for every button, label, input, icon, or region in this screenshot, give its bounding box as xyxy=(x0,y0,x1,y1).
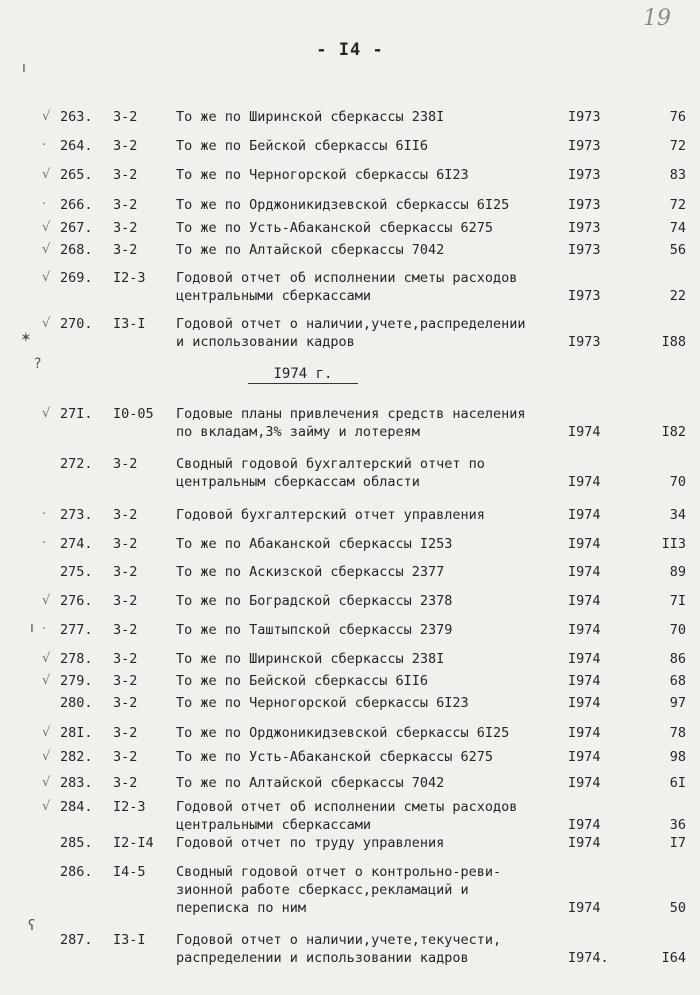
item-sheet-count: 72 xyxy=(669,197,686,213)
item-number: 263. xyxy=(60,109,93,125)
item-year: I974 xyxy=(568,835,601,851)
item-sheet-count: 98 xyxy=(669,749,686,765)
item-number: 264. xyxy=(60,138,93,154)
item-code: 3-2 xyxy=(113,749,138,765)
item-year: I973 xyxy=(568,167,601,183)
check-mark-icon: · xyxy=(42,507,47,522)
item-sheet-count: 6I xyxy=(669,775,686,791)
check-mark-icon: √ xyxy=(42,799,51,814)
item-title: Сводный годовой бухгалтерский отчет по центральным сберкассам области xyxy=(176,456,485,490)
item-title: Годовой отчет об исполнении сметы расходов центральными сберкассами xyxy=(176,270,518,304)
item-title: То же по Боградской сберкассы 2378 xyxy=(176,593,453,609)
item-title: Годовые планы привлечения средств населения по вкладам,3% займу и лотереям xyxy=(176,406,526,440)
item-sheet-count: 56 xyxy=(669,242,686,258)
check-mark-icon: √ xyxy=(42,242,51,257)
item-title: То же по Ширинской сберкассы 238I xyxy=(176,651,445,667)
check-mark-icon: √ xyxy=(42,220,51,235)
margin-mark: ? xyxy=(34,356,42,372)
item-title: То же по Алтайской сберкассы 7042 xyxy=(176,242,445,258)
item-year: I973 xyxy=(568,242,601,258)
item-sheet-count: 97 xyxy=(669,695,686,711)
item-title: То же по Орджоникидзевской сберкассы 6I25 xyxy=(176,725,510,741)
margin-mark: ✶ xyxy=(20,330,32,346)
check-mark-icon: √ xyxy=(42,109,51,124)
item-title: То же по Черногорской сберкассы 6I23 xyxy=(176,167,469,183)
item-title: Годовой отчет о наличии,учете,текучести, распределении и использовании кадров xyxy=(176,932,502,966)
margin-mark: ı xyxy=(30,620,34,636)
item-title: То же по Бейской сберкассы 6II6 xyxy=(176,673,428,689)
item-title: То же по Орджоникидзевской сберкассы 6I25 xyxy=(176,197,510,213)
item-title: То же по Ширинской сберкассы 238I xyxy=(176,109,445,125)
item-code: 3-2 xyxy=(113,536,138,552)
check-mark-icon: · xyxy=(42,536,47,551)
item-sheet-count: 50 xyxy=(669,900,686,916)
item-sheet-count: 86 xyxy=(669,651,686,667)
item-code: 3-2 xyxy=(113,167,138,183)
item-code: I3-I xyxy=(113,316,146,332)
item-sheet-count: 36 xyxy=(669,817,686,833)
item-year: I974 xyxy=(568,593,601,609)
item-code: 3-2 xyxy=(113,197,138,213)
item-year: I973 xyxy=(568,288,601,304)
item-sheet-count: I7 xyxy=(669,835,686,851)
item-title: То же по Черногорской сберкассы 6I23 xyxy=(176,695,469,711)
item-title: Годовой бухгалтерский отчет управления xyxy=(176,507,485,523)
item-year: I974 xyxy=(568,695,601,711)
item-code: I4-5 xyxy=(113,864,146,880)
item-code: 3-2 xyxy=(113,507,138,523)
item-year: I974 xyxy=(568,651,601,667)
item-number: 265. xyxy=(60,167,93,183)
item-title: Годовой отчет об исполнении сметы расходов центральными сберкассами xyxy=(176,799,518,833)
item-title: Годовой отчет по труду управления xyxy=(176,835,445,851)
item-number: 276. xyxy=(60,593,93,609)
item-number: 279. xyxy=(60,673,93,689)
check-mark-icon: √ xyxy=(42,593,51,608)
item-year: I973 xyxy=(568,334,601,350)
item-code: I0-05 xyxy=(113,406,154,422)
item-number: 285. xyxy=(60,835,93,851)
item-sheet-count: I88 xyxy=(661,334,686,350)
item-sheet-count: 70 xyxy=(669,474,686,490)
item-sheet-count: 89 xyxy=(669,564,686,580)
check-mark-icon: √ xyxy=(42,651,51,666)
item-code: 3-2 xyxy=(113,651,138,667)
item-year: I974 xyxy=(568,564,601,580)
item-title: То же по Бейской сберкассы 6II6 xyxy=(176,138,428,154)
item-sheet-count: 7I xyxy=(669,593,686,609)
item-year: I974 xyxy=(568,900,601,916)
item-code: 3-2 xyxy=(113,593,138,609)
item-year: I974 xyxy=(568,507,601,523)
item-number: 28I. xyxy=(60,725,93,741)
item-number: 282. xyxy=(60,749,93,765)
check-mark-icon: √ xyxy=(42,167,51,182)
item-number: 284. xyxy=(60,799,93,815)
item-code: 3-2 xyxy=(113,242,138,258)
item-title: Годовой отчет о наличии,учете,распределении и использовании кадров xyxy=(176,316,526,350)
item-title: То же по Усть-Абаканской сберкассы 6275 xyxy=(176,220,493,236)
check-mark-icon: √ xyxy=(42,270,51,285)
item-sheet-count: 72 xyxy=(669,138,686,154)
item-sheet-count: I64 xyxy=(661,950,686,966)
item-year: I974 xyxy=(568,749,601,765)
item-sheet-count: 76 xyxy=(669,109,686,125)
item-number: 266. xyxy=(60,197,93,213)
year-heading: I974 г. xyxy=(248,366,358,384)
item-year: I973 xyxy=(568,220,601,236)
item-number: 269. xyxy=(60,270,93,286)
item-code: 3-2 xyxy=(113,695,138,711)
check-mark-icon: √ xyxy=(42,749,51,764)
archive-sheet-number: 19 xyxy=(643,6,671,31)
item-number: 283. xyxy=(60,775,93,791)
check-mark-icon: √ xyxy=(42,775,51,790)
item-number: 267. xyxy=(60,220,93,236)
item-number: 272. xyxy=(60,456,93,472)
item-code: I2-3 xyxy=(113,270,146,286)
item-code: 3-2 xyxy=(113,673,138,689)
check-mark-icon: · xyxy=(42,138,47,153)
item-title: То же по Таштыпской сберкассы 2379 xyxy=(176,622,453,638)
item-year: I973 xyxy=(568,197,601,213)
check-mark-icon: √ xyxy=(42,725,51,740)
item-number: 274. xyxy=(60,536,93,552)
item-number: 277. xyxy=(60,622,93,638)
check-mark-icon: √ xyxy=(42,316,51,331)
item-sheet-count: 68 xyxy=(669,673,686,689)
item-sheet-count: 70 xyxy=(669,622,686,638)
item-code: 3-2 xyxy=(113,138,138,154)
item-title: То же по Алтайской сберкассы 7042 xyxy=(176,775,445,791)
item-number: 268. xyxy=(60,242,93,258)
item-number: 273. xyxy=(60,507,93,523)
item-number: 27I. xyxy=(60,406,93,422)
item-number: 286. xyxy=(60,864,93,880)
item-code: 3-2 xyxy=(113,725,138,741)
item-year: I974 xyxy=(568,622,601,638)
item-sheet-count: 74 xyxy=(669,220,686,236)
item-number: 275. xyxy=(60,564,93,580)
item-code: 3-2 xyxy=(113,622,138,638)
item-year: I974 xyxy=(568,474,601,490)
item-code: I2-3 xyxy=(113,799,146,815)
page-number: - I4 - xyxy=(316,40,384,60)
item-year: I974 xyxy=(568,775,601,791)
item-year: I973 xyxy=(568,138,601,154)
check-mark-icon: · xyxy=(42,197,47,212)
item-code: 3-2 xyxy=(113,109,138,125)
item-year: I974 xyxy=(568,725,601,741)
item-code: 3-2 xyxy=(113,775,138,791)
item-code: I2-I4 xyxy=(113,835,154,851)
item-code: I3-I xyxy=(113,932,146,948)
item-number: 280. xyxy=(60,695,93,711)
item-number: 287. xyxy=(60,932,93,948)
item-code: 3-2 xyxy=(113,220,138,236)
item-number: 278. xyxy=(60,651,93,667)
item-title: То же по Аскизской сберкассы 2377 xyxy=(176,564,445,580)
item-title: То же по Абаканской сберкассы I253 xyxy=(176,536,453,552)
check-mark-icon: · xyxy=(42,622,47,637)
item-year: I974 xyxy=(568,424,601,440)
check-mark-icon: √ xyxy=(42,406,51,421)
item-year: I974 xyxy=(568,817,601,833)
margin-mark: ʕ xyxy=(28,918,36,934)
item-sheet-count: 34 xyxy=(669,507,686,523)
item-sheet-count: I82 xyxy=(661,424,686,440)
item-sheet-count: 83 xyxy=(669,167,686,183)
item-title: Сводный годовой отчет о контрольно-реви- зионной работе сберкасс,рекламаций и переписка по ним xyxy=(176,864,502,916)
item-code: 3-2 xyxy=(113,564,138,580)
item-code: 3-2 xyxy=(113,456,138,472)
item-number: 270. xyxy=(60,316,93,332)
check-mark-icon: √ xyxy=(42,673,51,688)
item-year: I974. xyxy=(568,950,609,966)
item-sheet-count: II3 xyxy=(661,536,686,552)
item-sheet-count: 22 xyxy=(669,288,686,304)
item-sheet-count: 78 xyxy=(669,725,686,741)
item-year: I974 xyxy=(568,536,601,552)
item-year: I973 xyxy=(568,109,601,125)
item-title: То же по Усть-Абаканской сберкассы 6275 xyxy=(176,749,493,765)
margin-mark: ı xyxy=(22,60,26,76)
item-year: I974 xyxy=(568,673,601,689)
